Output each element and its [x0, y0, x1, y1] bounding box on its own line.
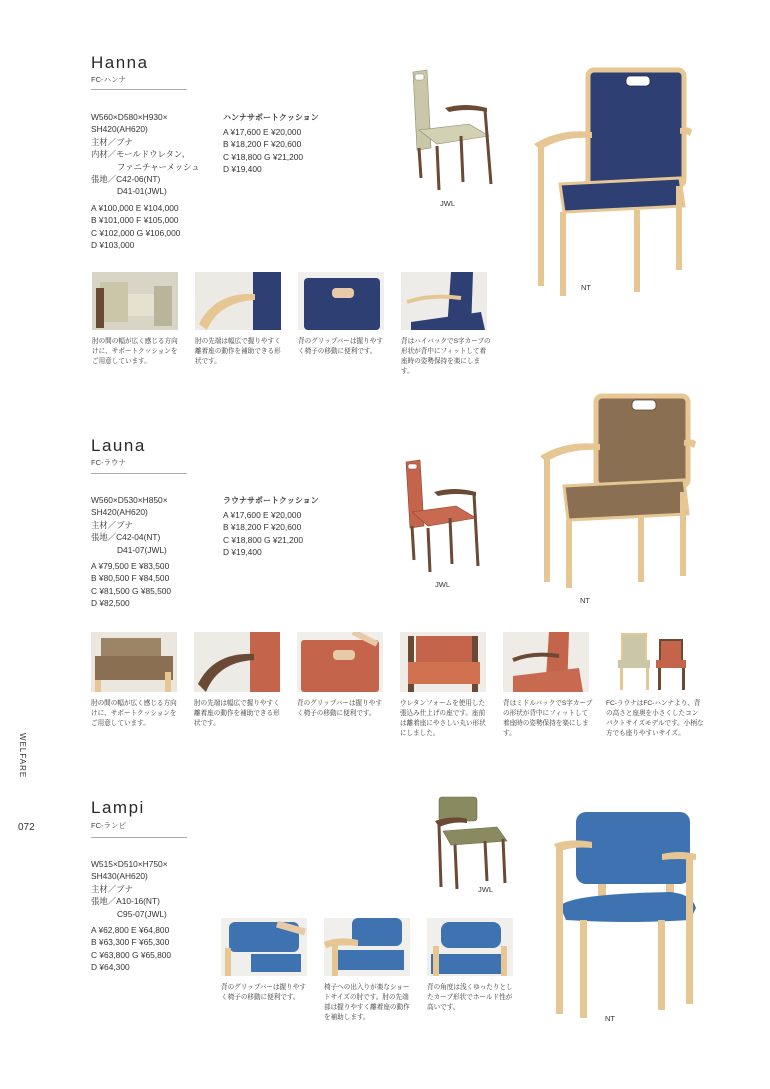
hanna-specs [91, 111, 200, 198]
lampi-jwl-chair-image [433, 795, 511, 891]
lampi-caption-1: 背のグリップバーは握りやすく椅子の移動に便利です。 [221, 984, 306, 1001]
launa-specs [91, 494, 168, 556]
price-line: A ¥62,800 E ¥64,800 [91, 925, 170, 935]
launa-detail-photo-seat [400, 632, 486, 692]
price-line: B ¥101,000 F ¥105,000 [91, 215, 179, 226]
launa-variant-jwl-label: JWL [435, 580, 450, 589]
price-line: A ¥100,000 E ¥104,000 [91, 203, 179, 213]
launa-code: FC-ラウナ [91, 458, 126, 467]
lampi-detail-photo-backrest [427, 918, 513, 976]
hanna-cushion [223, 112, 319, 176]
price-line: C ¥81,500 G ¥85,500 [91, 585, 172, 596]
spec-line: C95-07(JWL) [117, 908, 167, 919]
launa-nt-chair-image [538, 392, 698, 592]
price-line: D ¥19,400 [223, 164, 262, 175]
price-line: D ¥82,500 [91, 598, 130, 609]
hanna-rule [91, 89, 187, 90]
lampi-caption-2: 椅子への出入りが楽なショートサイズの肘です。肘の先端部は握りやすく離着座の動作を補助します。 [324, 984, 410, 1021]
launa-detail-photo-cushion [91, 632, 177, 692]
spec-line: 張地／C42-04(NT) [91, 532, 161, 543]
price-line: C ¥63,800 G ¥65,800 [91, 949, 172, 960]
launa-detail-photo-backrest [503, 632, 589, 692]
launa-variant-nt-label: NT [580, 596, 590, 605]
spec-line: W560×D580×H930× [91, 112, 168, 122]
lampi-variant-nt-label: NT [605, 1014, 615, 1023]
price-line: B ¥18,200 F ¥20,600 [223, 139, 302, 150]
hanna-detail-photo-armrest [195, 272, 281, 330]
spec-line: 張地／C42-06(NT) [91, 174, 161, 185]
spec-line: 内材／モールドウレタン、 [91, 149, 190, 160]
page-number: 072 [18, 822, 35, 833]
price-line: B ¥63,300 F ¥65,300 [91, 937, 170, 948]
price-line: B ¥18,200 F ¥20,600 [223, 522, 302, 533]
price-line: A ¥17,600 E ¥20,000 [223, 127, 302, 137]
spec-line: ファニチャーメッシュ [117, 161, 200, 172]
launa-detail-photo-armrest [194, 632, 280, 692]
spec-line: 主材／ブナ [91, 136, 133, 147]
launa-caption-3: 背のグリップバーは握りやすく椅子の移動に便利です。 [297, 700, 382, 717]
category-side-label: WELFARE [18, 733, 27, 779]
price-line: D ¥64,300 [91, 962, 130, 973]
launa-rule [91, 473, 187, 474]
price-line: A ¥79,500 E ¥83,500 [91, 561, 170, 571]
spec-line: 張地／A10-16(NT) [91, 896, 160, 907]
lampi-nt-chair-image [550, 808, 700, 1020]
launa-detail-photo-comparison [608, 630, 694, 692]
launa-detail-photo-grip [297, 632, 383, 692]
launa-caption-5: 背はミドルバックでS字カーブの形状が背中にフィットして着座時の姿勢保持を楽にします。 [503, 700, 593, 737]
hanna-detail-photo-cushion [92, 272, 178, 330]
price-line: D ¥103,000 [91, 240, 135, 251]
lampi-specs [91, 858, 168, 920]
price-line: D ¥19,400 [223, 547, 262, 558]
launa-jwl-chair-image [398, 456, 484, 574]
spec-line: D41-07(JWL) [117, 544, 167, 555]
hanna-caption-3: 背のグリップバーは握りやすく椅子の移動に便利です。 [298, 338, 383, 355]
cushion-title: ハンナサポートクッション [223, 113, 319, 122]
spec-line: SH420(AH620) [91, 124, 148, 135]
price-line: B ¥80,500 F ¥84,500 [91, 573, 170, 584]
lampi-detail-photo-armrest [324, 918, 410, 976]
price-line: C ¥18,800 G ¥21,200 [223, 534, 304, 545]
launa-cushion [223, 495, 319, 559]
hanna-variant-jwl-label: JWL [440, 199, 455, 208]
launa-caption-2: 肘の先端は幅広で握りやすく離着座の動作を補助できる形状です。 [194, 700, 280, 727]
launa-caption-4: ウレタンフォームを使用した張込み仕上げの座です。座前は離着座にやさしい丸い形状にしました。 [400, 700, 486, 737]
hanna-caption-1: 肘の間の幅が広く感じる方向けに、サポートクッションをご用意しています。 [92, 338, 178, 365]
hanna-jwl-chair-image [405, 66, 497, 192]
hanna-title: Hanna [91, 53, 149, 72]
price-line: C ¥102,000 G ¥106,000 [91, 227, 181, 238]
spec-line: D41-01(JWL) [117, 186, 167, 197]
spec-line: W560×D530×H850× [91, 495, 168, 505]
lampi-detail-photo-grip [221, 918, 307, 976]
hanna-variant-nt-label: NT [581, 283, 591, 292]
hanna-caption-4: 背はハイバックでS字カーブの形状が背中にフィットして着座時の姿勢保持を楽にします。 [401, 338, 491, 375]
launa-caption-6: FC-ラウナはFC-ハンナより、背の高さと座奥を小さくしたコンパクトサイズモデルです。小柄な方でも座りやすいサイズ。 [606, 700, 704, 737]
hanna-nt-chair-image [530, 66, 695, 298]
launa-caption-1: 肘の間の幅が広く感じる方向けに、サポートクッションをご用意しています。 [91, 700, 177, 727]
hanna-detail-photo-backrest [401, 272, 487, 330]
spec-line: W515×D510×H750× [91, 859, 168, 869]
lampi-variant-jwl-label: JWL [478, 885, 493, 894]
launa-prices [91, 560, 171, 610]
lampi-rule [91, 837, 187, 838]
lampi-code: FC-ランピ [91, 821, 126, 830]
hanna-detail-photo-grip [298, 272, 384, 330]
lampi-title: Lampi [91, 798, 145, 817]
hanna-code: FC-ハンナ [91, 75, 126, 84]
spec-line: SH420(AH620) [91, 507, 148, 518]
spec-line: SH430(AH620) [91, 871, 148, 882]
hanna-prices [91, 202, 180, 252]
hanna-caption-2: 肘の先端は幅広で握りやすく離着座の動作を補助できる形状です。 [195, 338, 281, 365]
launa-title: Launa [91, 436, 146, 455]
lampi-prices [91, 924, 171, 974]
cushion-title: ラウナサポートクッション [223, 496, 319, 505]
price-line: A ¥17,600 E ¥20,000 [223, 510, 302, 520]
spec-line: 主材／ブナ [91, 519, 133, 530]
spec-line: 主材／ブナ [91, 883, 133, 894]
price-line: C ¥18,800 G ¥21,200 [223, 151, 304, 162]
lampi-caption-3: 背の角度は浅くゆったりとしたカーブ形状でホールド性が高いです。 [427, 984, 513, 1011]
